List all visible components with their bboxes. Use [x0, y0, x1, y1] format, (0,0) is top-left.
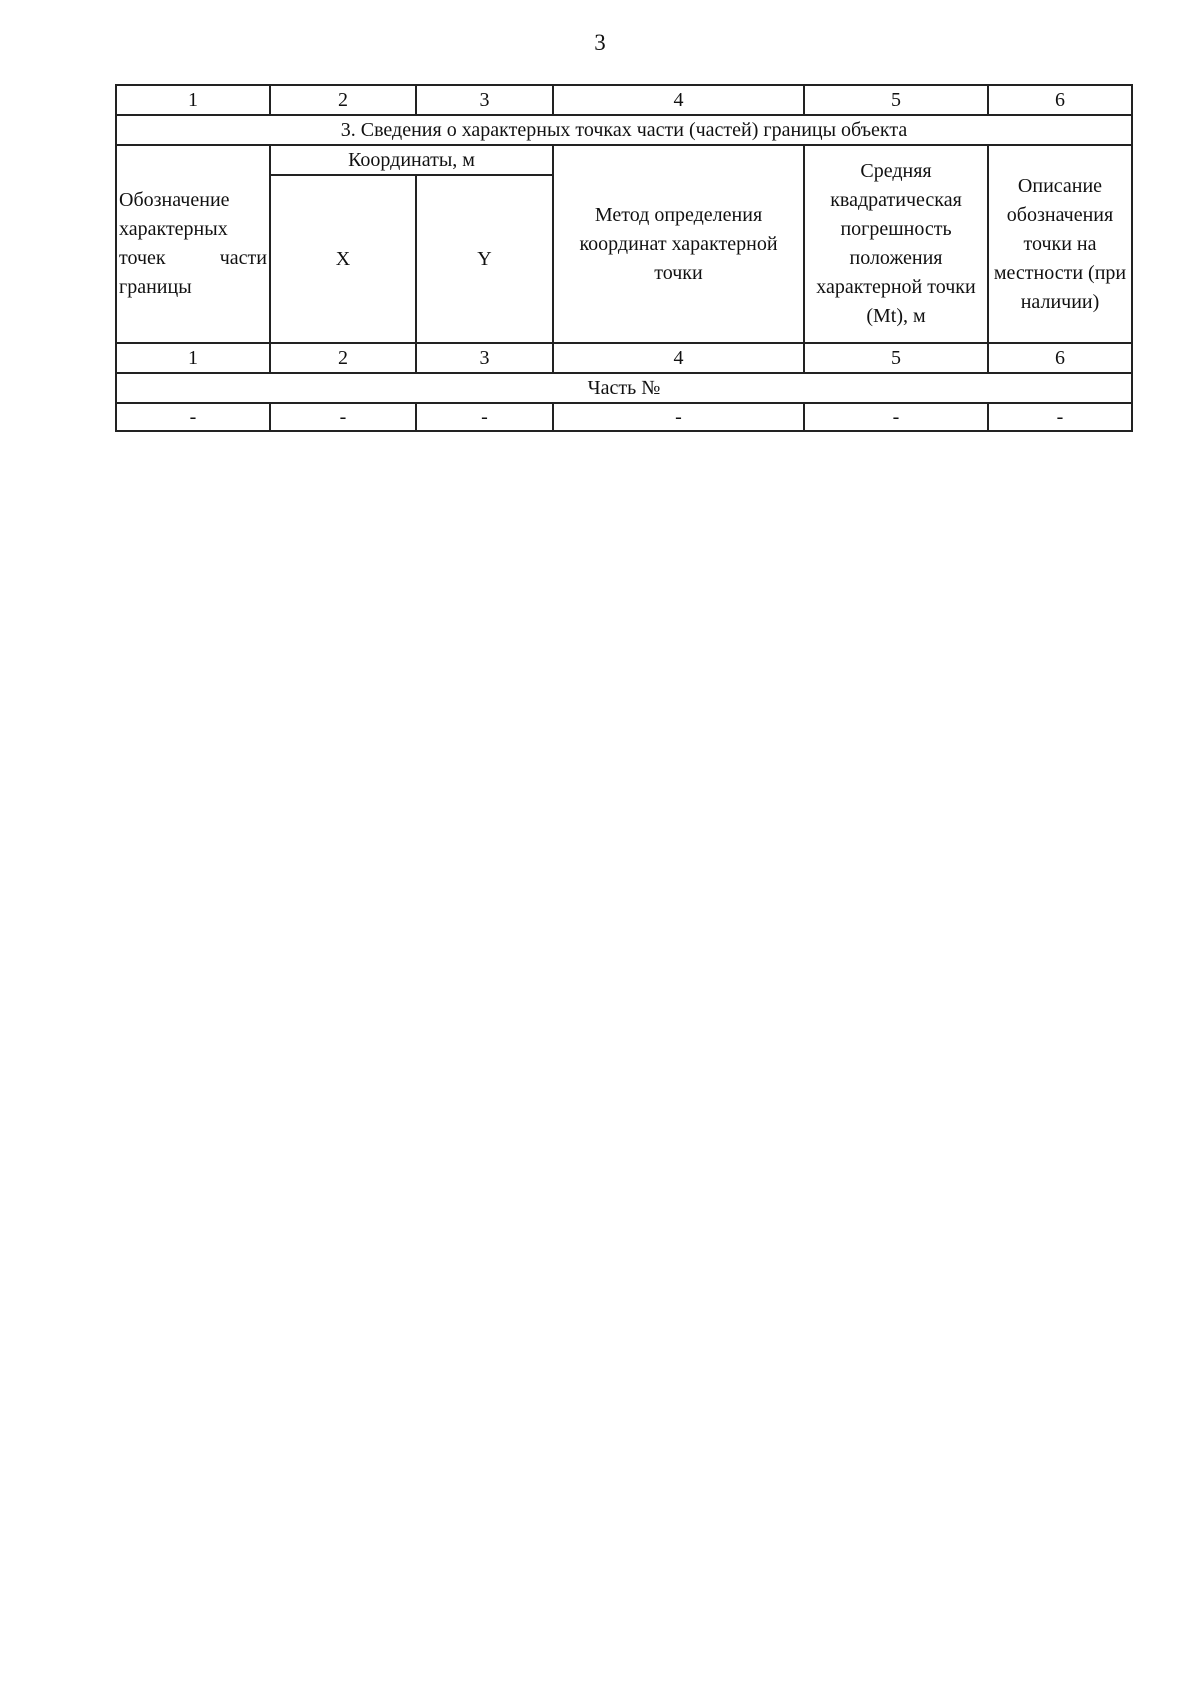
boundary-points-table [115, 84, 1133, 432]
column-number-cell: 1 [116, 85, 270, 115]
column-number-cell: 5 [804, 85, 988, 115]
part-label: Часть № [116, 373, 1132, 403]
header-row-top [116, 145, 1132, 175]
column-number-cell: 5 [804, 343, 988, 373]
table-row [116, 403, 1132, 431]
section-title: 3. Сведения о характерных точках части (частей) границы объекта [116, 115, 1132, 145]
section-title-row [116, 115, 1132, 145]
table-cell: - [988, 403, 1132, 431]
header-y: Y [416, 175, 553, 343]
header-description: Описание обозначения точки на местности (при наличии) [988, 145, 1132, 343]
column-number-cell: 6 [988, 343, 1132, 373]
header-mean-error: Средняя квадратическая погрешность положения характерной точки (Mt), м [804, 145, 988, 343]
column-number-cell: 4 [553, 85, 804, 115]
header-coordinates: Координаты, м [270, 145, 553, 175]
table-cell: - [270, 403, 416, 431]
table-cell: - [416, 403, 553, 431]
header-x: X [270, 175, 416, 343]
header-method: Метод определения координат характерной точки [553, 145, 804, 343]
column-number-cell: 1 [116, 343, 270, 373]
column-number-cell: 2 [270, 343, 416, 373]
column-number-row [116, 85, 1132, 115]
page-number: 3 [594, 30, 606, 55]
column-number-cell: 6 [988, 85, 1132, 115]
column-number-cell: 4 [553, 343, 804, 373]
table-cell: - [116, 403, 270, 431]
column-number-cell: 3 [416, 343, 553, 373]
table-cell: - [553, 403, 804, 431]
header-point-designation: Обозначение характерных точек части границы [116, 145, 270, 343]
column-number-repeat-row [116, 343, 1132, 373]
part-row [116, 373, 1132, 403]
table-cell: - [804, 403, 988, 431]
column-number-cell: 3 [416, 85, 553, 115]
column-number-cell: 2 [270, 85, 416, 115]
